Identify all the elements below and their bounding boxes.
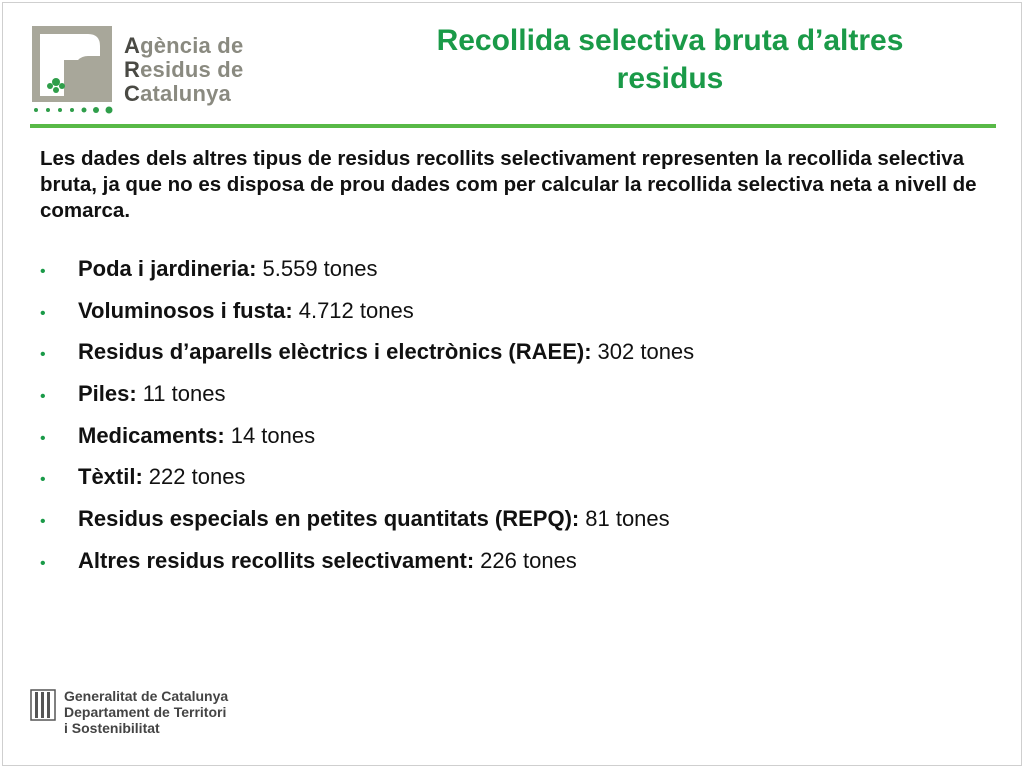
list-item [40, 460, 980, 502]
slide-title: Recollida selectiva bruta d’altres residus [436, 24, 904, 95]
logo-line3: atalunya [140, 81, 231, 106]
item-value: 14 tones [230, 422, 316, 448]
list-item [40, 419, 980, 461]
item-label: Altres residus recollits selectivament: [78, 547, 475, 573]
logo-line1: gència de [140, 33, 244, 58]
bullet-icon: • [40, 429, 46, 447]
list-item [40, 252, 980, 294]
bullet-icon: • [40, 346, 46, 364]
logo-wordmark [124, 34, 243, 106]
item-value: 81 tones [585, 506, 670, 532]
list-item [40, 377, 980, 419]
item-label: Residus d’aparells elèctrics i electrònics (RAEE): [78, 339, 592, 365]
item-value: 5.559 tones [262, 256, 378, 281]
list-item [40, 544, 980, 586]
item-label: Poda i jardineria: [78, 256, 257, 281]
bullet-icon: • [40, 513, 46, 531]
bullet-icon: • [40, 471, 46, 489]
intro-paragraph: Les dades dels altres tipus de residus recollits selectivament representen la recollida selectiva bruta, ja que no es disposa de prou dades com per calcular la recollida selectiva neta a nivell de comarca. [40, 147, 977, 222]
bullet-icon: • [40, 263, 46, 280]
logo-cap-a: A [124, 33, 141, 58]
bullet-icon: • [40, 304, 46, 322]
logo-cap-r: R [124, 57, 141, 82]
arc-logo-icon [32, 26, 112, 102]
logo-dots-icon [32, 106, 116, 114]
title-divider [30, 124, 996, 128]
item-label: Tèxtil: [78, 464, 143, 490]
item-label: Voluminosos i fusta: [78, 297, 293, 323]
logo-line2: esidus de [140, 57, 244, 82]
list-item [40, 335, 980, 377]
item-label: Piles: [78, 381, 137, 407]
footer-line3: i Sostenibilitat [64, 720, 160, 736]
list-item [40, 502, 980, 544]
bullet-icon: • [40, 554, 46, 572]
item-value: 11 tones [142, 381, 226, 407]
item-value: 226 tones [480, 547, 577, 573]
item-value: 4.712 tones [298, 297, 414, 323]
logo-cap-c: C [124, 81, 141, 106]
footer-text [64, 688, 228, 736]
footer-line2: Departament de Territori [64, 704, 227, 720]
item-value: 302 tones [597, 339, 695, 365]
list-item [40, 294, 980, 336]
item-label: Residus especials en petites quantitats (REPQ): [78, 506, 580, 532]
item-label: Medicaments: [78, 422, 225, 448]
waste-list [40, 252, 980, 586]
item-value: 222 tones [148, 464, 246, 490]
footer-line1: Generalitat de Catalunya [64, 688, 229, 704]
agency-logo [30, 24, 270, 116]
bullet-icon: • [40, 388, 46, 406]
generalitat-emblem-icon [30, 688, 56, 722]
footer-government-logo [30, 688, 290, 738]
